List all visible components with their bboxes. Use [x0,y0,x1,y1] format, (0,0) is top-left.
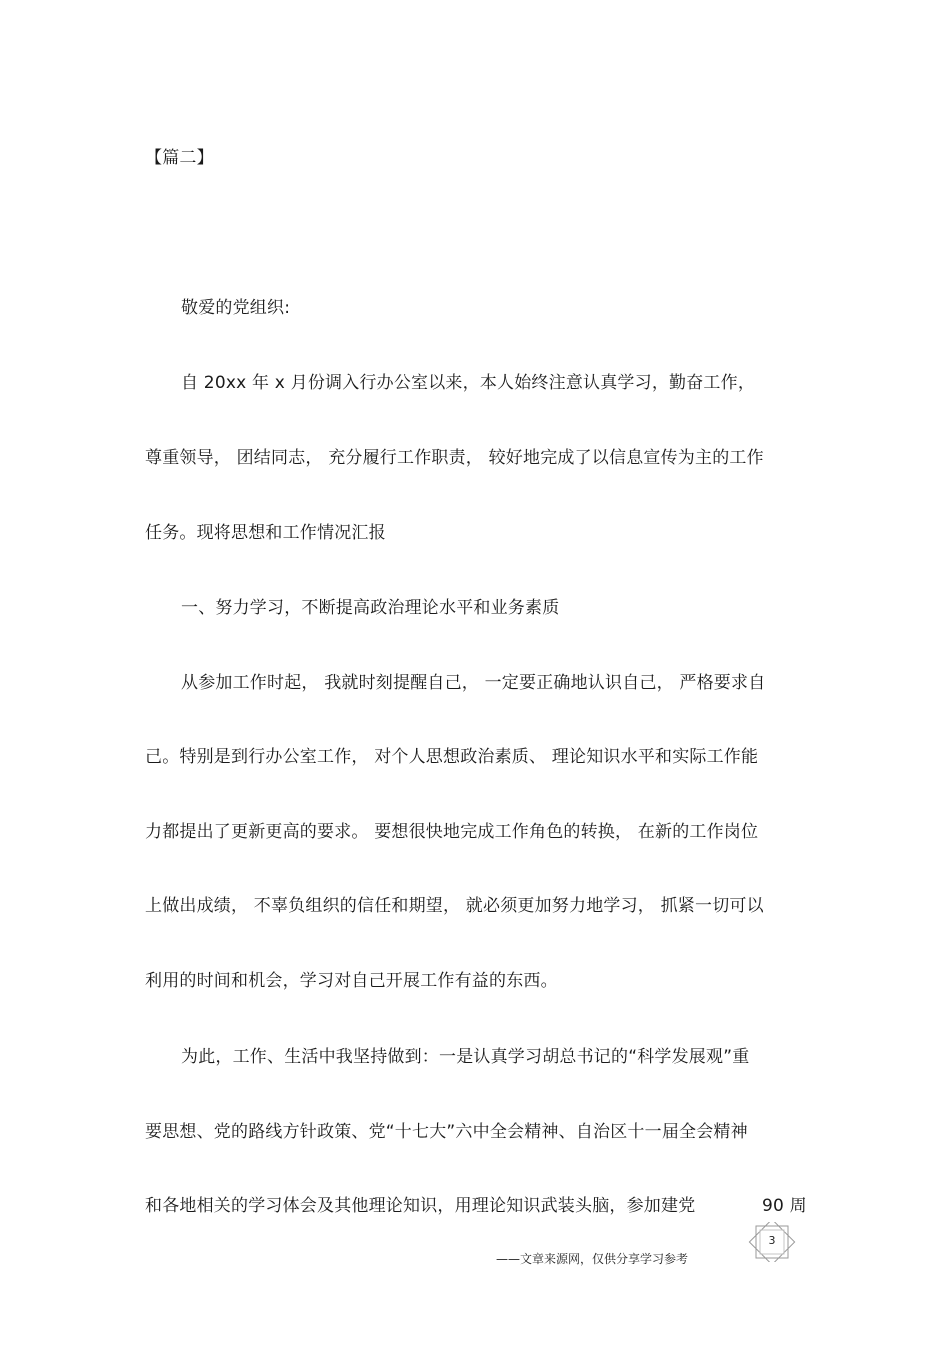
paragraph-line-10: 为此，工作、生活中我坚持做到：一是认真学习胡总书记的“科学发展观”重 [181,1047,750,1067]
section-heading: 【篇二】 [145,148,214,168]
section-title-1: 一、努力学习，不断提高政治理论水平和业务素质 [181,598,560,618]
paragraph-line-5: 从参加工作时起， 我就时刻提醒自己， 一定要正确地认识自己， 严格要求自 [181,673,766,693]
paragraph-line-9: 利用的时间和机会，学习对自己开展工作有益的东西。 [145,971,558,991]
paragraph-line-7: 力都提出了更新更高的要求。 要想很快地完成工作角色的转换， 在新的工作岗位 [145,822,759,842]
paragraph-line-3: 任务。现将思想和工作情况汇报 [145,523,386,543]
paragraph-line-12: 和各地相关的学习体会及其他理论知识，用理论知识武装头脑，参加建党 [145,1196,696,1216]
source-note: ——文章来源网，仅供分享学习参考 [496,1252,689,1266]
page-number-badge [748,1222,796,1262]
paragraph-line-12-tail: 90 周 [762,1196,807,1216]
paragraph-line-2: 尊重领导， 团结同志， 充分履行工作职责， 较好地完成了以信息宣传为主的工作 [145,448,764,468]
paragraph-line-1: 自 20xx 年 x 月份调入行办公室以来，本人始终注意认真学习，勤奋工作， [181,373,756,393]
paragraph-line-11: 要思想、党的路线方针政策、党“十七大”六中全会精神、自治区十一届全会精神 [145,1122,748,1142]
page-number: 3 [768,1234,776,1247]
paragraph-line-8: 上做出成绩， 不辜负组织的信任和期望， 就必须更加努力地学习， 抓紧一切可以 [145,896,764,916]
paragraph-line-6: 己。特别是到行办公室工作， 对个人思想政治素质、 理论知识水平和实际工作能 [145,747,759,767]
salutation: 敬爱的党组织: [181,298,291,318]
